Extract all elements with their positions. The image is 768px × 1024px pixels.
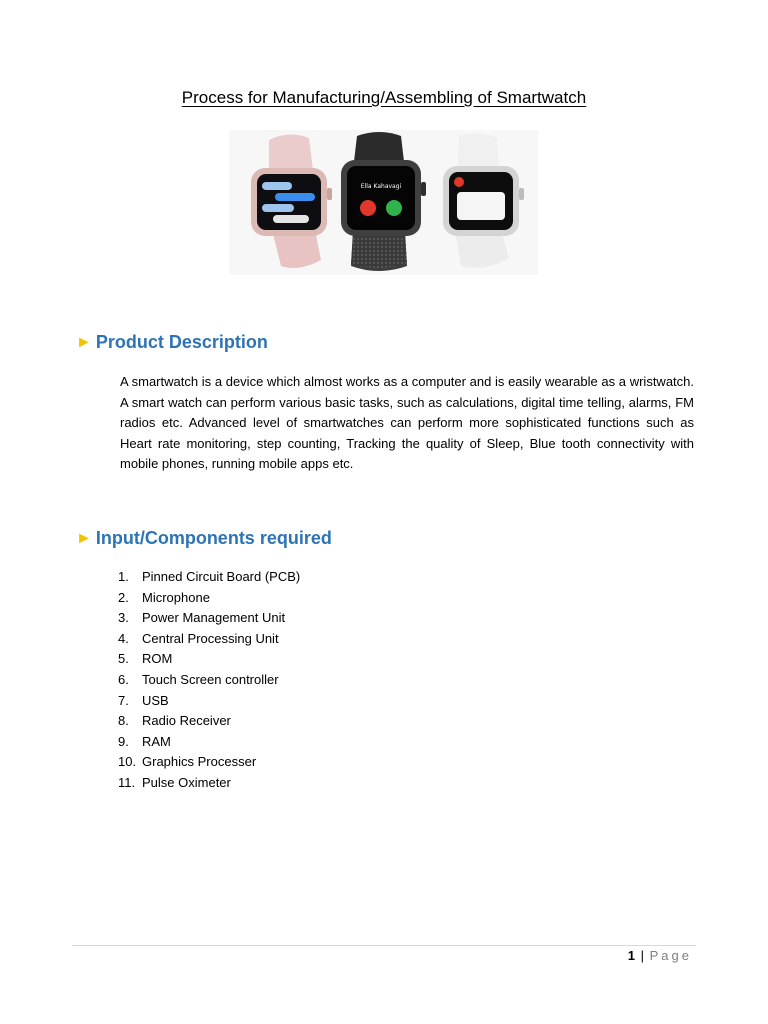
svg-text:Ella Kahavagi: Ella Kahavagi	[360, 183, 402, 190]
list-item: 1. Pinned Circuit Board (PCB)	[118, 569, 301, 584]
footer-divider	[72, 945, 696, 946]
list-item: 9. RAM	[118, 733, 171, 749]
list-item: 8. Radio Receiver	[118, 713, 231, 729]
page-separator: |	[640, 948, 644, 963]
list-item: 11. Pulse Oximeter	[118, 774, 231, 790]
smartwatch-image	[229, 130, 538, 275]
product-description-body: A smartwatch is a device which almost works as a computer and is easily wearable as a wristwatch. A smart watch can perform various basic tasks, such as calculations, digital time telling, alarms, FM radios etc. Advanced level of smartwatches can perform more sophisticated functions such as Heart rate monitoring, step counting, Tracking the quality of Sleep, Blue tooth connectivity with mobile phones, running mobile apps etc.	[120, 374, 694, 471]
page-number: 1	[627, 948, 635, 963]
components-heading	[76, 528, 332, 549]
list-item: 7. USB	[118, 692, 169, 708]
list-item: 6. Touch Screen controller	[118, 671, 279, 687]
components-heading-text: Input/Components required	[95, 528, 332, 548]
list-item: 4. Central Processing Unit	[118, 630, 279, 646]
product-description-heading-text: Product Description	[95, 332, 268, 352]
document-title: Process for Manufacturing/Assembling of Smartwatch	[181, 88, 587, 107]
list-item: 10. Graphics Processer	[118, 754, 257, 770]
list-item: 5. ROM	[118, 651, 173, 667]
list-item: 2. Microphone	[118, 589, 210, 605]
product-description-heading	[76, 332, 268, 353]
smartwatch-illustration	[229, 130, 538, 275]
triangle-arrow-icon: ►	[76, 529, 92, 547]
page-label: Page	[649, 948, 692, 963]
page-number-footer	[628, 948, 692, 963]
triangle-arrow-icon: ►	[76, 333, 92, 351]
list-item: 3. Power Management Unit	[118, 610, 286, 626]
components-list	[118, 567, 300, 794]
